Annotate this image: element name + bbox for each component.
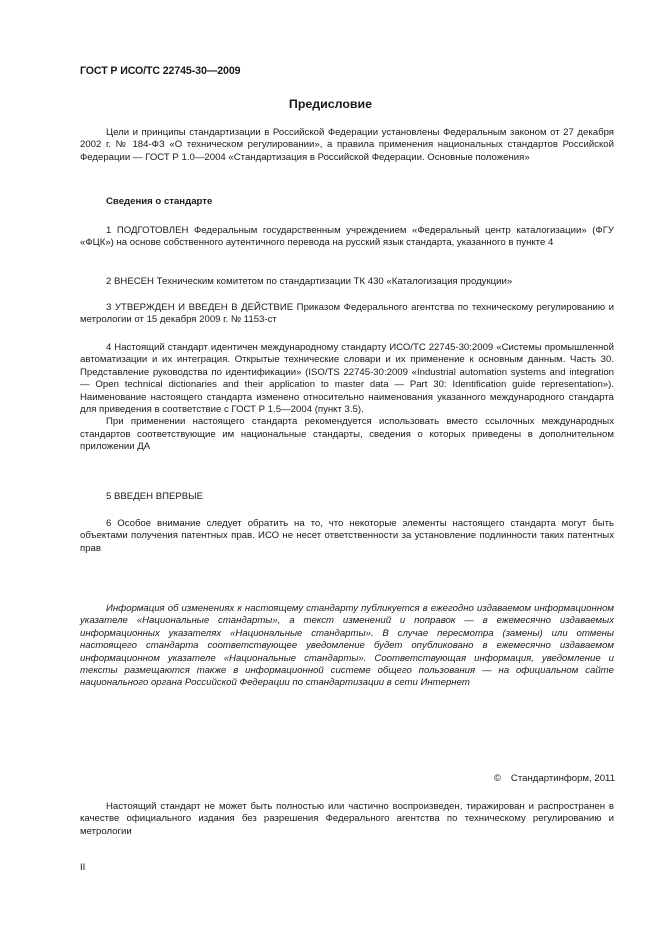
item-3-text: 3 УТВЕРЖДЕН И ВВЕДЕН В ДЕЙСТВИЕ Приказом Федерального агентства по техническому регулированию и метрологии от 15 декабря 2009 г. № 1153-ст: [80, 302, 614, 326]
intro-paragraph: [80, 127, 614, 164]
item-5-text: 5 ВВЕДЕН ВПЕРВЫЕ: [106, 491, 204, 502]
item-4-note-text: При применении настоящего стандарта рекомендуется использовать вместо ссылочных международных стандартов соответствующие им национальные стандарты, сведения о которых приведены в дополнительном приложении ДА: [80, 416, 614, 453]
item-2: [80, 276, 614, 288]
section-subheading: Сведения о стандарте: [106, 196, 213, 207]
change-notice: [80, 603, 614, 690]
change-notice-text: Информация об изменениях к настоящему стандарту публикуется в ежегодно издаваемом информационном указателе «Национальные стандарты», а текст изменений и поправок — в ежемесячно издаваемых информационных указателях «Национальные стандарты». В случае пересмотра (замены) или отмены настоящего стандарта соответствующее уведомление будет опубликовано в ежемесячно издаваемом информационном указателе «Национальные стандарты». Соответствующая информация, уведомление и тексты размещаются также в информационной системе общего пользования — на официальном сайте национального органа Российской Федерации по стандартизации в сети Интернет: [80, 603, 614, 689]
item-1-text: 1 ПОДГОТОВЛЕН Федеральным государственным учреждением «Федеральный центр каталогизации» (ФГУ «ФЦК») на основе собственного аутентичного перевода на русский язык стандарта, указанного в пункте 4: [80, 225, 614, 249]
copyright-line: [494, 773, 615, 785]
intro-text: Цели и принципы стандартизации в Российской Федерации установлены Федеральным законом от 27 декабря 2002 г. № 184-ФЗ «О техническом регулировании», а правила применения национальных стандартов Российской Федерации — ГОСТ Р 1.0—2004 «Стандартизация в Российской Федерации. Основные положения»: [80, 127, 614, 163]
item-2-text: 2 ВНЕСЕН Техническим комитетом по стандартизации ТК 430 «Каталогизация продукции»: [106, 276, 513, 287]
standard-code-header: ГОСТ Р ИСО/ТС 22745-30—2009: [80, 65, 241, 77]
legal-notice-text: Настоящий стандарт не может быть полностью или частично воспроизведен, тиражирован и распространен в качестве официального издания без разрешения Федерального агентства по техническому регулированию и метрологии: [80, 801, 614, 837]
item-6: [80, 518, 614, 555]
legal-notice: [80, 801, 614, 838]
copyright-text: Стандартинформ, 2011: [510, 773, 615, 784]
page-number: II: [80, 862, 86, 873]
item-3: [80, 302, 614, 327]
item-4-text: 4 Настоящий стандарт идентичен международному стандарту ИСО/ТС 22745-30:2009 «Системы промышленной автоматизации и их интеграция. Открытые технические словари и их применение к основным данным. Часть 30. Представление руководства по идентификации» (ISO/TS 22745-30:2009 «Industrial automation systems and integration — Open technical dictionaries and their application to master data — Part 30: Identification guide representation»). Наименование настоящего стандарта изменено относительно наименования указанного международного стандарта для приведения в соответствие с ГОСТ Р 1.5—2004 (пункт 3.5).: [80, 342, 614, 416]
page-title: Предисловие: [288, 97, 373, 111]
copyright-symbol: ©: [493, 773, 501, 784]
item-1: [80, 225, 614, 250]
item-4: [80, 342, 614, 454]
item-5: [80, 491, 614, 503]
item-6-text: 6 Особое внимание следует обратить на то, что некоторые элементы настоящего стандарта могут быть объектами получения патентных прав. ИСО не несет ответственности за установление подлинности таких патентных прав: [80, 518, 614, 554]
